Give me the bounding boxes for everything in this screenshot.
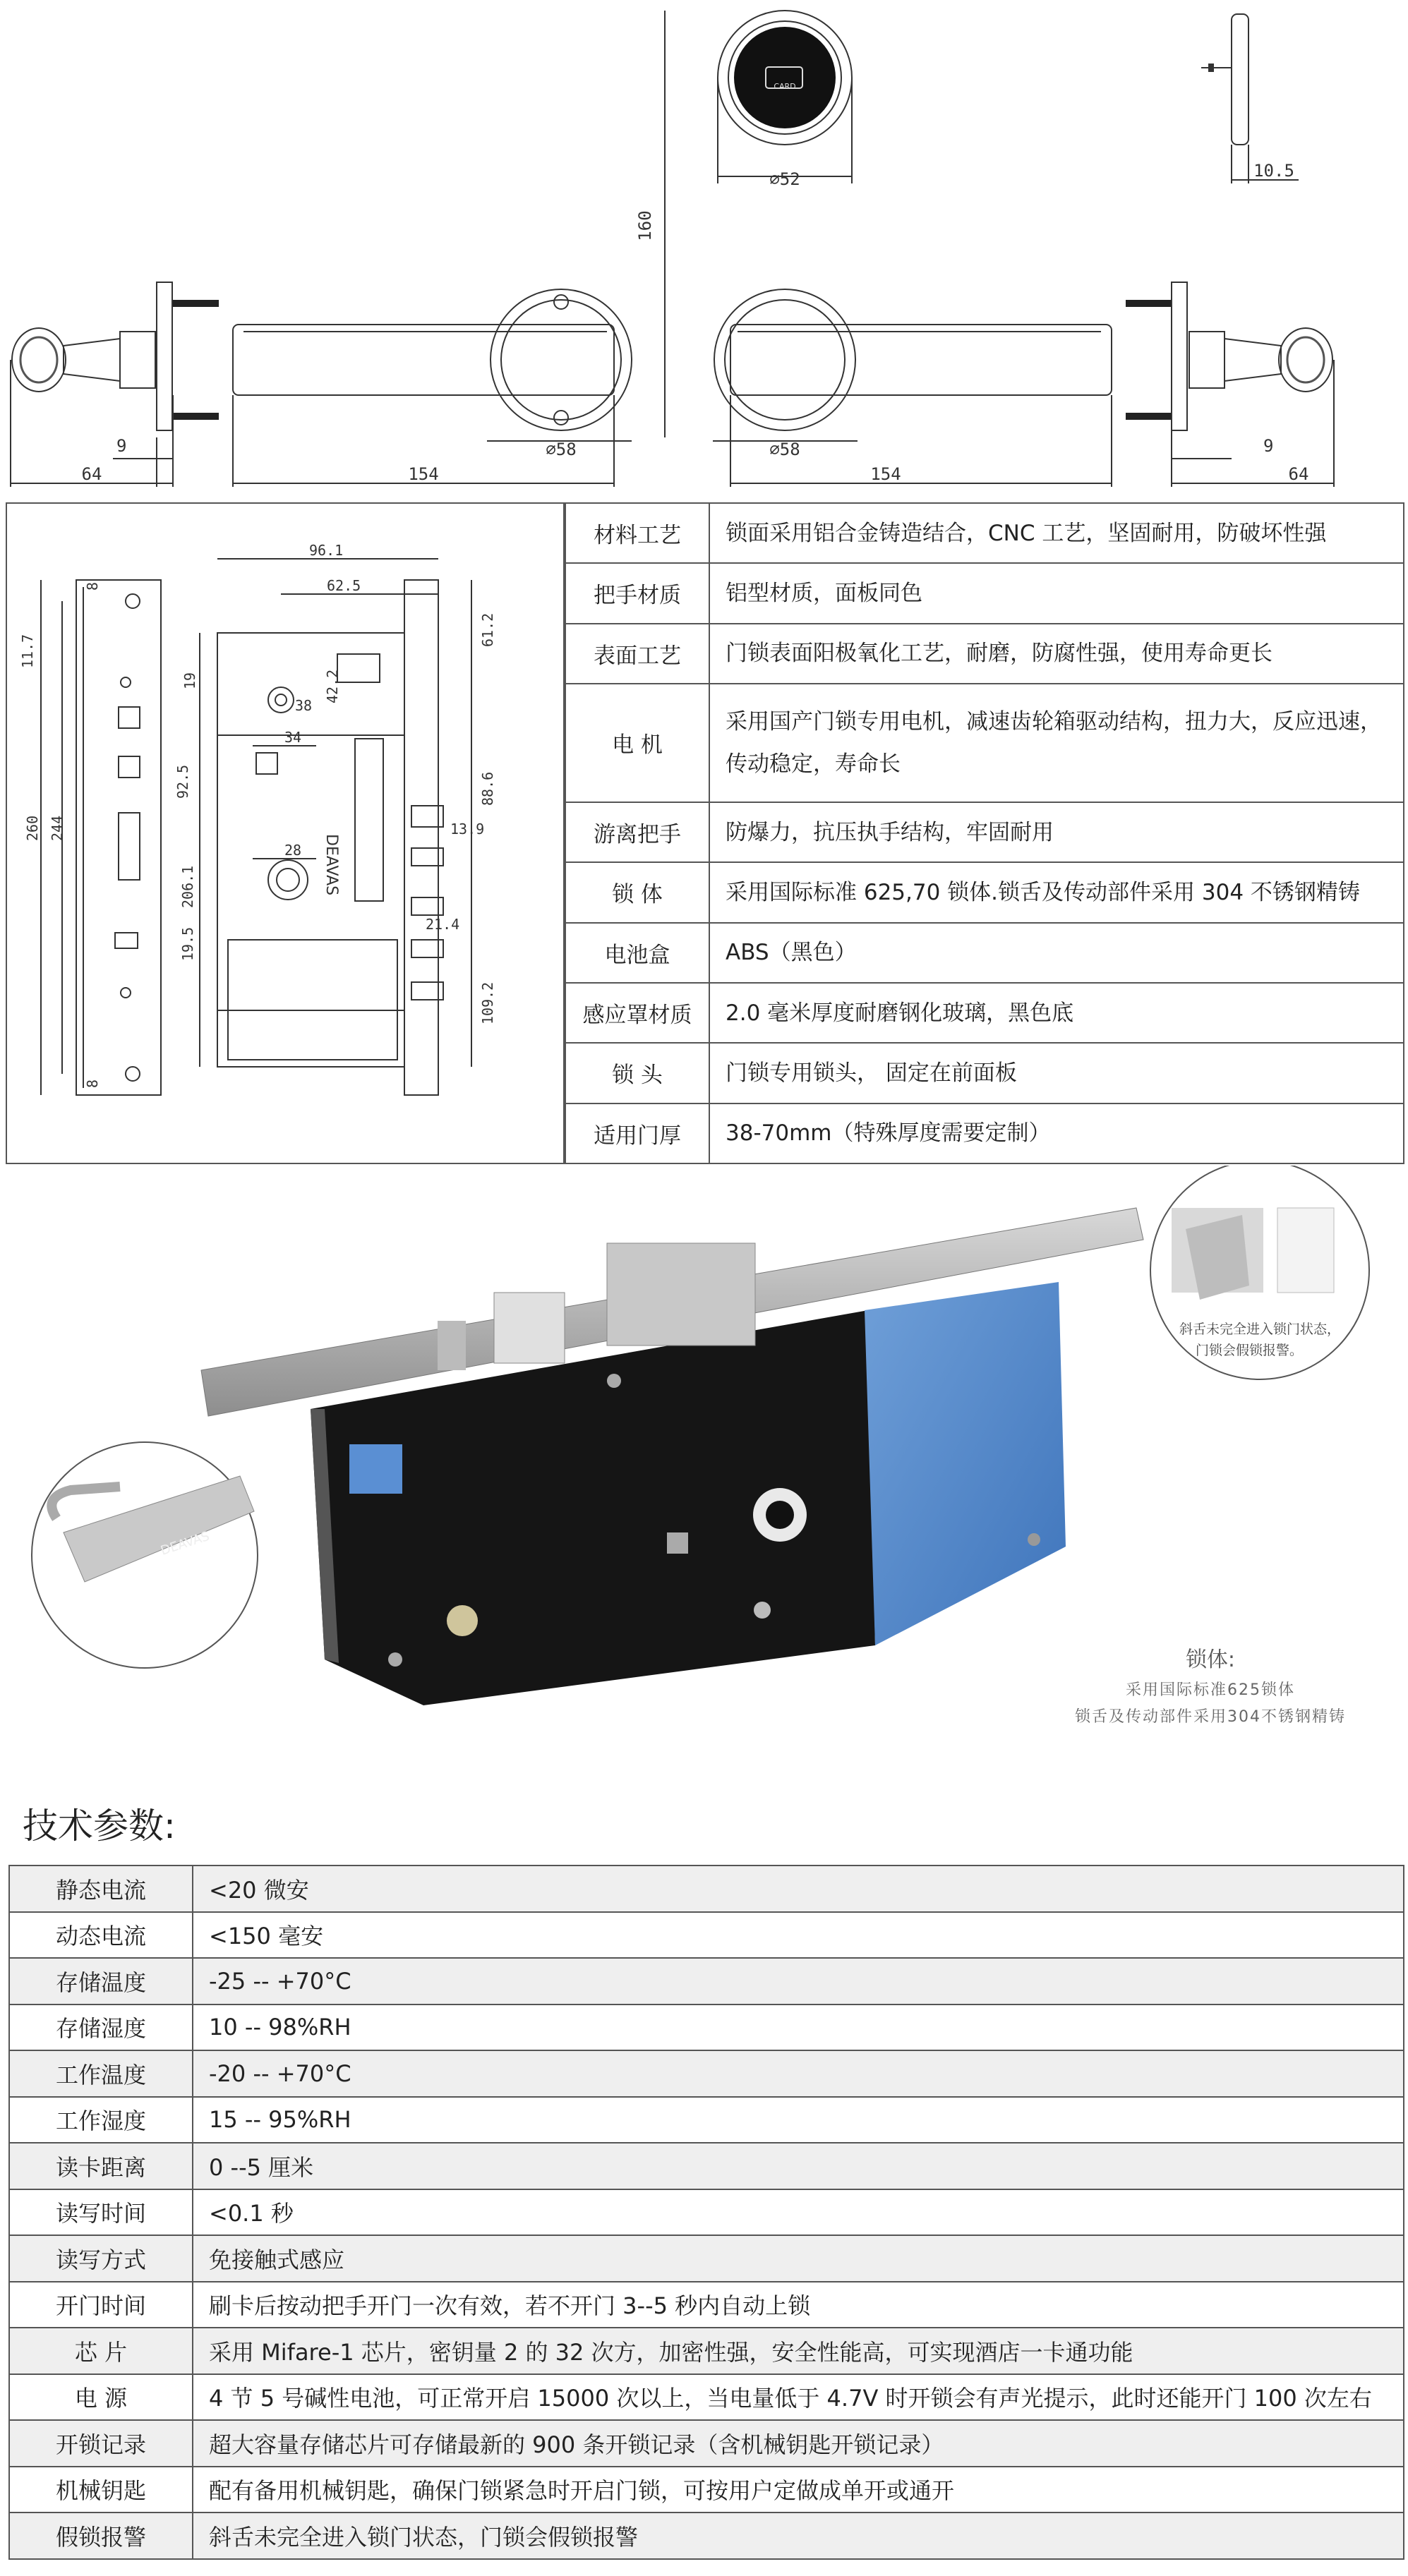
- param-key: 电 源: [9, 2374, 193, 2421]
- circle-caption-2: 门锁会假锁报警。: [1195, 1343, 1304, 1358]
- param-row: [9, 2097, 1404, 2143]
- spec-value: 38-70mm（特殊厚度需要定制）: [709, 1103, 1404, 1163]
- param-key: 假锁报警: [9, 2512, 193, 2559]
- spec-value: 门锁专用锁头， 固定在前面板: [709, 1043, 1404, 1103]
- mortise-dim-label: 8: [84, 1079, 101, 1088]
- spec-value: 防爆力，抗压执手结构，牢固耐用: [709, 802, 1404, 862]
- spec-row: [565, 684, 1404, 802]
- dim-depth-right: 64: [1288, 464, 1309, 484]
- lock-caption-line2: 锁舌及传动部件采用304不锈钢精铸: [1075, 1708, 1346, 1726]
- spec-row: [565, 624, 1404, 684]
- spec-row: [565, 503, 1404, 563]
- mortise-brand: DEAVAS: [323, 834, 340, 896]
- spec-key: 游离把手: [565, 802, 709, 862]
- param-value: 15 -- 95%RH: [193, 2097, 1404, 2143]
- right-handle-view: [713, 282, 1334, 487]
- param-value: -25 -- +70°C: [193, 1958, 1404, 2004]
- height-dimension: [635, 11, 665, 437]
- circle-caption-1: 斜舌未完全进入锁门状态，: [1179, 1322, 1341, 1337]
- dim-knob-diameter: ∅52: [769, 169, 800, 189]
- param-row: [9, 2235, 1404, 2282]
- spec-value: 锁面采用铝合金铸造结合，CNC 工艺，坚固耐用，防破坏性强: [709, 503, 1404, 563]
- inset-brand: DEAVAS: [159, 1528, 212, 1559]
- param-row: [9, 2420, 1404, 2467]
- spec-row: [565, 802, 1404, 862]
- mortise-dim-label: 109.2: [479, 981, 496, 1024]
- spec-key: 锁 头: [565, 1043, 709, 1103]
- param-row: [9, 2374, 1404, 2421]
- param-key: 存储湿度: [9, 2004, 193, 2051]
- mortise-dim-label: 62.5: [327, 577, 361, 594]
- param-value: 斜舌未完全进入锁门状态，门锁会假锁报警: [193, 2512, 1404, 2559]
- param-value: 采用 Mifare-1 芯片，密钥量 2 的 32 次方，加密性强，安全性能高，可实现酒店一卡通功能: [193, 2328, 1404, 2374]
- param-key: 读写时间: [9, 2189, 193, 2236]
- param-value: -20 -- +70°C: [193, 2050, 1404, 2097]
- mortise-dim-label: 244: [49, 815, 66, 841]
- param-key: 存储温度: [9, 1958, 193, 2004]
- spec-row: [565, 923, 1404, 983]
- param-value: <150 毫安: [193, 1912, 1404, 1959]
- mortise-dim-label: 88.6: [479, 771, 496, 806]
- param-value: 免接触式感应: [193, 2235, 1404, 2282]
- card-icon-label: CARD: [774, 82, 796, 91]
- param-value: 0 --5 厘米: [193, 2143, 1404, 2189]
- dim-rose-left: ∅58: [546, 440, 577, 459]
- param-row: [9, 2512, 1404, 2559]
- dim-handle-left: 154: [408, 464, 439, 484]
- mortise-dim-label: 19: [181, 672, 198, 689]
- param-row: [9, 2282, 1404, 2328]
- dim-height: 160: [635, 210, 655, 241]
- param-key: 读写方式: [9, 2235, 193, 2282]
- mortise-drawing: [6, 502, 565, 1164]
- handle-technical-drawing: [0, 0, 1408, 501]
- dim-shank-left: 9: [116, 436, 127, 456]
- tech-params-table: [8, 1865, 1404, 2560]
- mortise-dim-label: 96.1: [309, 542, 344, 559]
- left-handle-view: [11, 282, 632, 487]
- param-key: 开门时间: [9, 2282, 193, 2328]
- param-row: [9, 2050, 1404, 2097]
- mortise-dim-label: 206.1: [179, 865, 196, 908]
- dim-side-depth: 10.5: [1253, 161, 1294, 181]
- spec-key: 适用门厚: [565, 1103, 709, 1163]
- param-row: [9, 2189, 1404, 2236]
- mortise-dim-label: 61.2: [479, 612, 496, 647]
- param-value: <20 微安: [193, 1866, 1404, 1912]
- lock-caption-line1: 采用国际标准625锁体: [1126, 1681, 1295, 1699]
- spec-key: 材料工艺: [565, 503, 709, 563]
- param-key: 机械钥匙: [9, 2467, 193, 2513]
- param-row: [9, 2467, 1404, 2513]
- mortise-dim-label: 38: [295, 697, 313, 714]
- spec-key: 把手材质: [565, 563, 709, 623]
- param-key: 静态电流: [9, 1866, 193, 1912]
- param-key: 工作温度: [9, 2050, 193, 2097]
- spec-key: 感应罩材质: [565, 983, 709, 1043]
- knob-side-view: [1201, 14, 1299, 183]
- param-value: 配有备用机械钥匙，确保门锁紧急时开启门锁，可按用户定做成单开或通开: [193, 2467, 1404, 2513]
- spec-value: 2.0 毫米厚度耐磨钢化玻璃，黑色底: [709, 983, 1404, 1043]
- dim-handle-right: 154: [870, 464, 901, 484]
- spec-key: 电池盒: [565, 923, 709, 983]
- spec-row: [565, 1103, 1404, 1163]
- param-value: 刷卡后按动把手开门一次有效，若不开门 3--5 秒内自动上锁: [193, 2282, 1404, 2328]
- mortise-dim-label: 11.7: [19, 634, 36, 668]
- spec-value: ABS（黑色）: [709, 923, 1404, 983]
- param-value: <0.1 秒: [193, 2189, 1404, 2236]
- param-value: 10 -- 98%RH: [193, 2004, 1404, 2051]
- param-row: [9, 2004, 1404, 2051]
- spec-value: 铝型材质，面板同色: [709, 563, 1404, 623]
- spec-row: [565, 983, 1404, 1043]
- mortise-dim-label: 19.5: [179, 926, 196, 961]
- mortise-dim-label: 92.5: [174, 764, 191, 799]
- spec-value: 门锁表面阳极氧化工艺，耐磨，防腐性强，使用寿命更长: [709, 624, 1404, 684]
- param-row: [9, 2143, 1404, 2189]
- param-key: 工作湿度: [9, 2097, 193, 2143]
- param-row: [9, 1912, 1404, 1959]
- param-key: 动态电流: [9, 1912, 193, 1959]
- lock-body-photo: [0, 1166, 1408, 1751]
- spec-value: 采用国际标准 625,70 锁体.锁舌及传动部件采用 304 不锈钢精铸: [709, 862, 1404, 922]
- param-row: [9, 1958, 1404, 2004]
- param-row: [9, 1866, 1404, 1912]
- material-spec-table: [565, 502, 1404, 1164]
- spec-key: 表面工艺: [565, 624, 709, 684]
- mortise-dim-label: 260: [24, 815, 41, 841]
- mortise-dim-label: 34: [284, 729, 302, 746]
- dim-depth-left: 64: [81, 464, 102, 484]
- spec-row: [565, 1043, 1404, 1103]
- dim-shank-right: 9: [1263, 436, 1274, 456]
- mortise-dim-label: 13.9: [450, 821, 485, 837]
- spec-row: [565, 563, 1404, 623]
- spec-key: 锁 体: [565, 862, 709, 922]
- param-row: [9, 2328, 1404, 2374]
- params-title: 技术参数:: [23, 1806, 176, 1846]
- mortise-dim-label: 8: [84, 581, 101, 591]
- param-value: 超大容量存储芯片可存储最新的 900 条开锁记录（含机械钥匙开锁记录）: [193, 2420, 1404, 2467]
- knob-front-view: [718, 11, 852, 189]
- spec-value: 采用国产门锁专用电机，减速齿轮箱驱动结构，扭力大，反应迅速，传动稳定，寿命长: [709, 684, 1404, 802]
- param-value: 4 节 5 号碱性电池，可正常开启 15000 次以上，当电量低于 4.7V 时开锁会有声光提示，此时还能开门 100 次左右: [193, 2374, 1404, 2421]
- param-key: 开锁记录: [9, 2420, 193, 2467]
- mortise-dim-label: 28: [284, 842, 302, 859]
- lock-caption-title: 锁体:: [1185, 1647, 1236, 1672]
- spec-key: 电 机: [565, 684, 709, 802]
- spec-row: [565, 862, 1404, 922]
- dim-rose-right: ∅58: [769, 440, 800, 459]
- mortise-dim-label: 21.4: [426, 916, 460, 933]
- param-key: 芯 片: [9, 2328, 193, 2374]
- mortise-dim-label: 42.2: [324, 669, 341, 703]
- param-key: 读卡距离: [9, 2143, 193, 2189]
